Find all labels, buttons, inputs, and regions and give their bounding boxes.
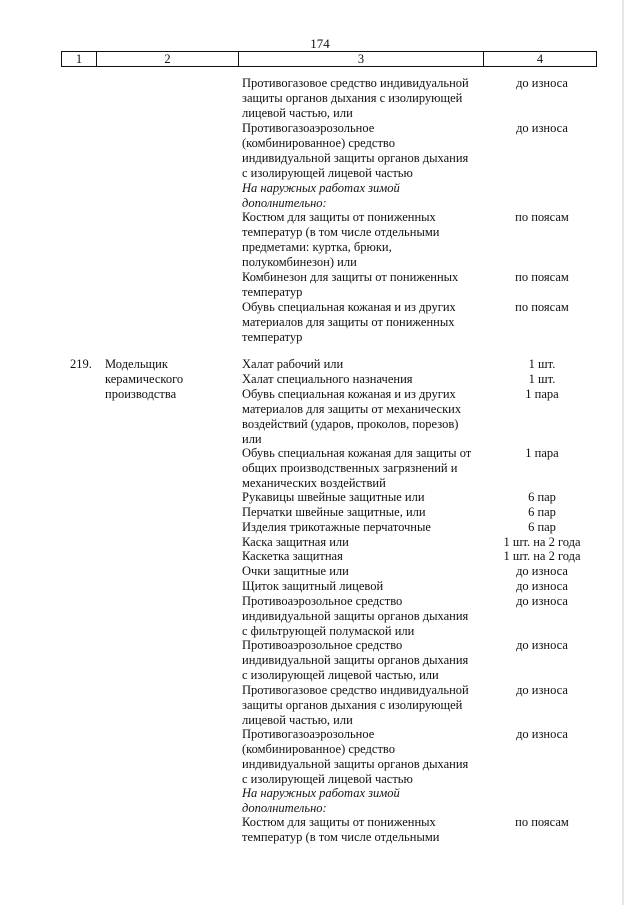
ppe-item-line: Изделия трикотажные перчаточные	[242, 520, 431, 534]
ppe-item-line: предметами: куртка, брюки,	[242, 240, 392, 254]
ppe-item-line: Противогазоаэрозольное	[242, 727, 375, 741]
ppe-item-norm: до износа	[516, 683, 568, 697]
ppe-item-line: На наружных работах зимой	[242, 181, 400, 195]
header-col-3: 3	[239, 52, 484, 66]
ppe-item-name	[242, 372, 492, 387]
ppe-item-line: материалов для защиты от механических	[242, 402, 462, 416]
ppe-item-line: с изолирующей лицевой частью	[242, 772, 413, 786]
section-note	[242, 786, 492, 816]
ppe-item-norm: до износа	[516, 564, 568, 578]
ppe-item-line: защиты органов дыхания с изолирующей	[242, 91, 463, 105]
page-edge-shadow	[622, 0, 624, 905]
ppe-item-name	[242, 300, 492, 345]
profession-line: керамического	[105, 372, 184, 386]
ppe-item-norm: до износа	[516, 76, 568, 90]
entry-number: 219.	[70, 357, 92, 371]
ppe-item-line: механических воздействий	[242, 476, 386, 490]
ppe-item-name	[242, 535, 492, 550]
ppe-item-name	[242, 387, 492, 447]
header-col-2: 2	[97, 52, 239, 66]
header-col-1: 1	[62, 52, 97, 66]
ppe-item-name	[242, 76, 492, 121]
ppe-item-norm: 6 пар	[528, 490, 556, 504]
ppe-item-norm: по поясам	[515, 300, 569, 314]
ppe-item-line: Обувь специальная кожаная для защиты от	[242, 446, 472, 460]
ppe-item-name	[242, 121, 492, 181]
page-number: 174	[310, 36, 330, 51]
ppe-item-line: Противогазовое средство индивидуальной	[242, 76, 469, 90]
ppe-item-norm: 1 шт. на 2 года	[503, 535, 581, 549]
ppe-item-line: с изолирующей лицевой частью	[242, 166, 413, 180]
ppe-item-norm: до износа	[516, 594, 568, 608]
section-note	[242, 181, 492, 211]
ppe-item-name	[242, 505, 492, 520]
ppe-item-line: лицевой частью, или	[242, 713, 353, 727]
ppe-item-norm: 1 шт. на 2 года	[503, 549, 581, 563]
ppe-item-line: Противогазовое средство индивидуальной	[242, 683, 469, 697]
ppe-item-line: дополнительно:	[242, 801, 327, 815]
ppe-item-name	[242, 638, 492, 683]
ppe-item-norm: до износа	[516, 121, 568, 135]
ppe-item-name	[242, 727, 492, 787]
ppe-item-name	[242, 446, 492, 491]
ppe-item-line: Каскетка защитная	[242, 549, 343, 563]
ppe-item-line: защиты органов дыхания с изолирующей	[242, 698, 463, 712]
header-col-4: 4	[536, 52, 544, 66]
ppe-item-norm: 1 пара	[525, 387, 559, 401]
ppe-item-name	[242, 270, 492, 300]
ppe-item-name	[242, 594, 492, 639]
ppe-item-line: (комбинированное) средство	[242, 136, 395, 150]
ppe-item-line: Обувь специальная кожаная и из других	[242, 300, 456, 314]
ppe-item-line: Обувь специальная кожаная и из других	[242, 387, 456, 401]
ppe-item-line: Халат рабочий или	[242, 357, 344, 371]
ppe-item-name	[242, 357, 492, 372]
ppe-item-line: материалов для защиты от пониженных	[242, 315, 455, 329]
table-header	[61, 51, 597, 67]
ppe-item-line: индивидуальной защиты органов дыхания	[242, 609, 469, 623]
ppe-item-line: На наружных работах зимой	[242, 786, 400, 800]
ppe-item-line: с изолирующей лицевой частью, или	[242, 668, 439, 682]
ppe-item-norm: до износа	[516, 579, 568, 593]
ppe-item-line: Противогазоаэрозольное	[242, 121, 375, 135]
ppe-item-line: температур (в том числе отдельными	[242, 225, 440, 239]
ppe-item-norm: 1 шт.	[528, 357, 556, 371]
ppe-item-line: Каска защитная или	[242, 535, 349, 549]
ppe-item-norm: по поясам	[515, 210, 569, 224]
ppe-item-line: Рукавицы швейные защитные или	[242, 490, 425, 504]
ppe-item-line: Очки защитные или	[242, 564, 349, 578]
ppe-item-norm: 6 пар	[528, 505, 556, 519]
ppe-item-line: Противоаэрозольное средство	[242, 638, 403, 652]
ppe-item-line: или	[242, 432, 262, 446]
ppe-item-line: температур	[242, 330, 303, 344]
ppe-item-line: температур (в том числе отдельными	[242, 830, 440, 844]
ppe-item-name	[242, 564, 492, 579]
ppe-item-name	[242, 549, 492, 564]
ppe-item-line: индивидуальной защиты органов дыхания	[242, 757, 469, 771]
ppe-item-line: индивидуальной защиты органов дыхания	[242, 653, 469, 667]
ppe-item-line: Щиток защитный лицевой	[242, 579, 384, 593]
profession-line: Модельщик	[105, 357, 168, 371]
ppe-item-line: полукомбинезон) или	[242, 255, 357, 269]
ppe-item-norm: по поясам	[515, 270, 569, 284]
ppe-item-norm: по поясам	[515, 815, 569, 829]
ppe-item-name	[242, 490, 492, 505]
ppe-item-line: лицевой частью, или	[242, 106, 353, 120]
ppe-item-line: с фильтрующей полумаской или	[242, 624, 415, 638]
ppe-item-line: (комбинированное) средство	[242, 742, 395, 756]
ppe-item-name	[242, 683, 492, 728]
profession-line: производства	[105, 387, 177, 401]
ppe-item-norm: 1 пара	[525, 446, 559, 460]
ppe-item-line: Халат специального назначения	[242, 372, 413, 386]
ppe-item-name	[242, 815, 492, 845]
ppe-item-norm: до износа	[516, 638, 568, 652]
ppe-item-name	[242, 520, 492, 535]
ppe-item-line: Костюм для защиты от пониженных	[242, 815, 436, 829]
ppe-item-norm: до износа	[516, 727, 568, 741]
ppe-item-line: Комбинезон для защиты от пониженных	[242, 270, 459, 284]
ppe-item-line: Противоаэрозольное средство	[242, 594, 403, 608]
ppe-item-line: дополнительно:	[242, 196, 327, 210]
ppe-item-line: температур	[242, 285, 303, 299]
ppe-item-name	[242, 210, 492, 270]
ppe-item-line: Костюм для защиты от пониженных	[242, 210, 436, 224]
ppe-item-line: Перчатки швейные защитные, или	[242, 505, 426, 519]
ppe-item-line: воздействий (ударов, проколов, порезов)	[242, 417, 459, 431]
ppe-item-name	[242, 579, 492, 594]
ppe-item-norm: 6 пар	[528, 520, 556, 534]
profession-name	[105, 357, 235, 402]
ppe-item-line: общих производственных загрязнений и	[242, 461, 458, 475]
ppe-item-norm: 1 шт.	[528, 372, 556, 386]
ppe-item-line: индивидуальной защиты органов дыхания	[242, 151, 469, 165]
